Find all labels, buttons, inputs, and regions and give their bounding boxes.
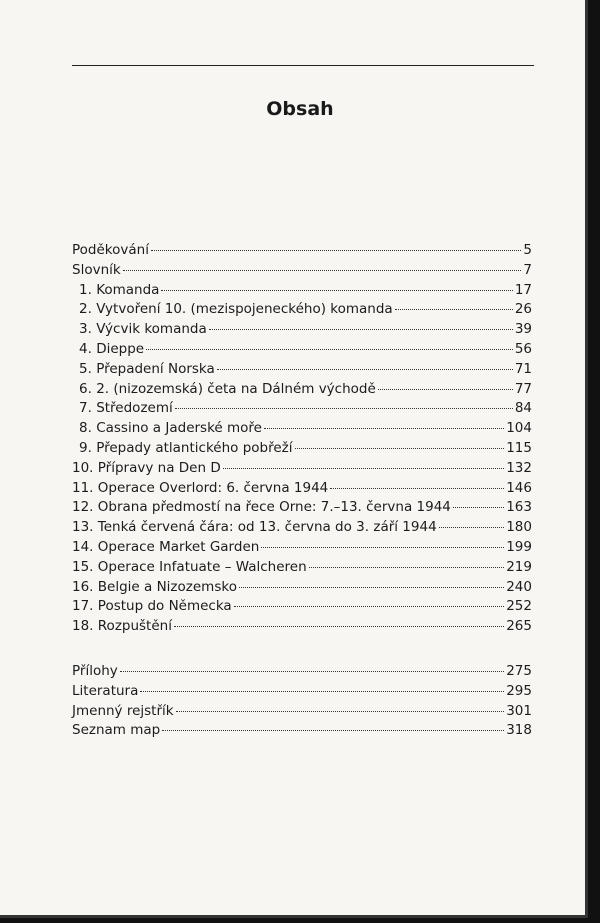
chapter-number: 4. (79, 340, 92, 357)
toc-entry-label (72, 282, 159, 298)
page-number: 318 (506, 722, 532, 739)
page-number: 252 (506, 598, 532, 615)
dot-leader (151, 250, 521, 251)
chapter-title: Rozpuštění (97, 618, 172, 635)
toc-entry (72, 341, 532, 361)
chapter-number: 7. (79, 400, 92, 417)
page-number: 199 (506, 538, 532, 555)
toc-entry-label (72, 722, 160, 738)
toc-entry-label (72, 381, 376, 397)
dot-leader (146, 349, 513, 350)
toc-entry-label (72, 242, 149, 258)
chapter-title: Seznam map (72, 722, 161, 739)
toc-entry-label (72, 301, 393, 317)
page-number: 71 (514, 360, 532, 377)
chapter-number: 1. (79, 281, 92, 298)
page-number: 104 (506, 420, 532, 437)
page-number: 219 (506, 558, 532, 575)
dot-leader (174, 626, 504, 627)
chapter-number: 12. (72, 499, 94, 516)
toc-entry-label (72, 579, 237, 595)
toc-entry-label (72, 663, 118, 679)
chapter-title: Výcvik komanda (96, 321, 207, 338)
dot-leader (223, 468, 505, 469)
dot-leader (395, 309, 513, 310)
page-number: 84 (514, 400, 532, 417)
toc-entry (72, 242, 532, 262)
toc-entry (72, 499, 532, 519)
toc-entry (72, 420, 532, 440)
chapter-number: 8. (79, 420, 92, 437)
chapter-title: Operace Overlord: 6. června 1944 (97, 479, 329, 496)
page-number: 146 (506, 479, 532, 496)
toc-entry-label (72, 400, 173, 416)
page-number: 265 (506, 618, 532, 635)
toc-entry-label (72, 480, 328, 496)
dot-leader (175, 408, 513, 409)
chapter-number: 3. (79, 321, 92, 338)
toc-entry (72, 618, 532, 638)
chapter-title: Belgie a Nizozemsko (97, 578, 237, 595)
chapter-number: 15. (72, 558, 94, 575)
chapter-title: Operace Infatuate – Walcheren (97, 558, 307, 575)
chapter-title: Vytvoření 10. (mezispojeneckého) komanda (96, 301, 393, 318)
toc-entry-label (72, 519, 437, 535)
dot-leader (378, 389, 513, 390)
toc-entry (72, 722, 532, 742)
chapter-title: Obrana předmostí na řece Orne: 7.–13. června 1944 (97, 499, 451, 516)
toc-entry (72, 381, 532, 401)
dot-leader (295, 448, 505, 449)
dot-leader (161, 290, 512, 291)
dot-leader (439, 527, 505, 528)
toc-entry (72, 262, 532, 282)
dot-leader (123, 270, 522, 271)
page-title: Obsah (266, 98, 334, 120)
chapter-number: 17. (72, 598, 94, 615)
page-number: 180 (506, 519, 532, 536)
chapter-number: 18. (72, 618, 94, 635)
toc-entry-label (72, 361, 215, 377)
toc-entry-label (72, 559, 307, 575)
dot-leader (309, 567, 505, 568)
toc-entry-label (72, 598, 232, 614)
toc-entry (72, 400, 532, 420)
toc-entry (72, 361, 532, 381)
dot-leader (120, 671, 504, 672)
toc-entry-label (72, 539, 259, 555)
dot-leader (234, 606, 505, 607)
dot-leader (239, 587, 504, 588)
table-of-contents (72, 242, 532, 638)
chapter-title: Poděkování (72, 242, 149, 258)
toc-entry-label (72, 341, 144, 357)
page-number: 56 (514, 340, 532, 357)
toc-entry (72, 703, 532, 723)
page-number: 26 (514, 301, 532, 318)
dot-leader (176, 711, 505, 712)
chapter-title: Operace Market Garden (97, 538, 260, 555)
page-number: 295 (506, 682, 532, 699)
dot-leader (453, 507, 504, 508)
chapter-number: 16. (72, 578, 94, 595)
toc-entry (72, 321, 532, 341)
toc-entry (72, 282, 532, 302)
chapter-number: 9. (79, 439, 92, 456)
chapter-title: 2. (nizozemská) četa na Dálném východě (96, 380, 376, 397)
toc-entry (72, 598, 532, 618)
chapter-title: Komanda (96, 281, 160, 298)
chapter-title: Dieppe (96, 340, 145, 357)
dot-leader (162, 730, 504, 731)
chapter-title: Jmenný rejstřík (72, 702, 174, 719)
toc-entry (72, 663, 532, 683)
chapter-title: Postup do Německa (97, 598, 232, 615)
chapter-title: Tenká červená čára: od 13. června do 3. září 1944 (97, 519, 437, 536)
top-rule (72, 65, 534, 66)
toc-entry-label (72, 683, 138, 699)
toc-entry (72, 519, 532, 539)
toc-entry-label (72, 321, 207, 337)
page-number: 77 (514, 380, 532, 397)
page-number: 240 (506, 578, 532, 595)
chapter-number: 2. (79, 301, 92, 318)
chapter-title: Přepady atlantického pobřeží (96, 439, 293, 456)
page-number: 301 (506, 702, 532, 719)
page-number: 132 (506, 459, 532, 476)
chapter-title: Slovník (72, 261, 121, 278)
dot-leader (330, 488, 504, 489)
chapter-number: 10. (72, 459, 94, 476)
page-number: 17 (514, 281, 532, 298)
page-number: 39 (514, 321, 532, 338)
page-number: 115 (506, 439, 532, 456)
toc-entry (72, 579, 532, 599)
page-number: 7 (523, 261, 532, 278)
toc-entry-label (72, 262, 121, 278)
chapter-number: 11. (72, 479, 94, 496)
toc-entry-label (72, 460, 221, 476)
chapter-number: 5. (79, 360, 92, 377)
toc-entry (72, 559, 532, 579)
chapter-title: Přípravy na Den D (97, 459, 221, 476)
chapter-title: Literatura (72, 682, 139, 699)
toc-entry (72, 460, 532, 480)
chapter-title: Cassino a Jaderské moře (96, 420, 262, 437)
toc-entry (72, 480, 532, 500)
chapter-number: 6. (79, 380, 92, 397)
chapter-number: 14. (72, 538, 94, 555)
toc-entry-label (72, 703, 174, 719)
dot-leader (140, 691, 504, 692)
toc-entry (72, 683, 532, 703)
toc-entry-label (72, 499, 451, 515)
chapter-number: 13. (72, 519, 94, 536)
dot-leader (261, 547, 504, 548)
chapter-title: Přílohy (72, 663, 118, 679)
toc-entry (72, 301, 532, 321)
page-number: 163 (506, 499, 532, 516)
toc-entry (72, 440, 532, 460)
toc-entry-label (72, 618, 172, 634)
dot-leader (264, 428, 504, 429)
chapter-title: Středozemí (96, 400, 173, 417)
toc-entry-label (72, 440, 293, 456)
toc-entry-label (72, 420, 262, 436)
dot-leader (217, 369, 513, 370)
chapter-title: Přepadení Norska (96, 360, 215, 377)
page-number: 5 (523, 242, 532, 258)
page-number: 275 (506, 663, 532, 679)
toc-entry (72, 539, 532, 559)
dot-leader (209, 329, 513, 330)
appendix-contents (72, 663, 532, 742)
